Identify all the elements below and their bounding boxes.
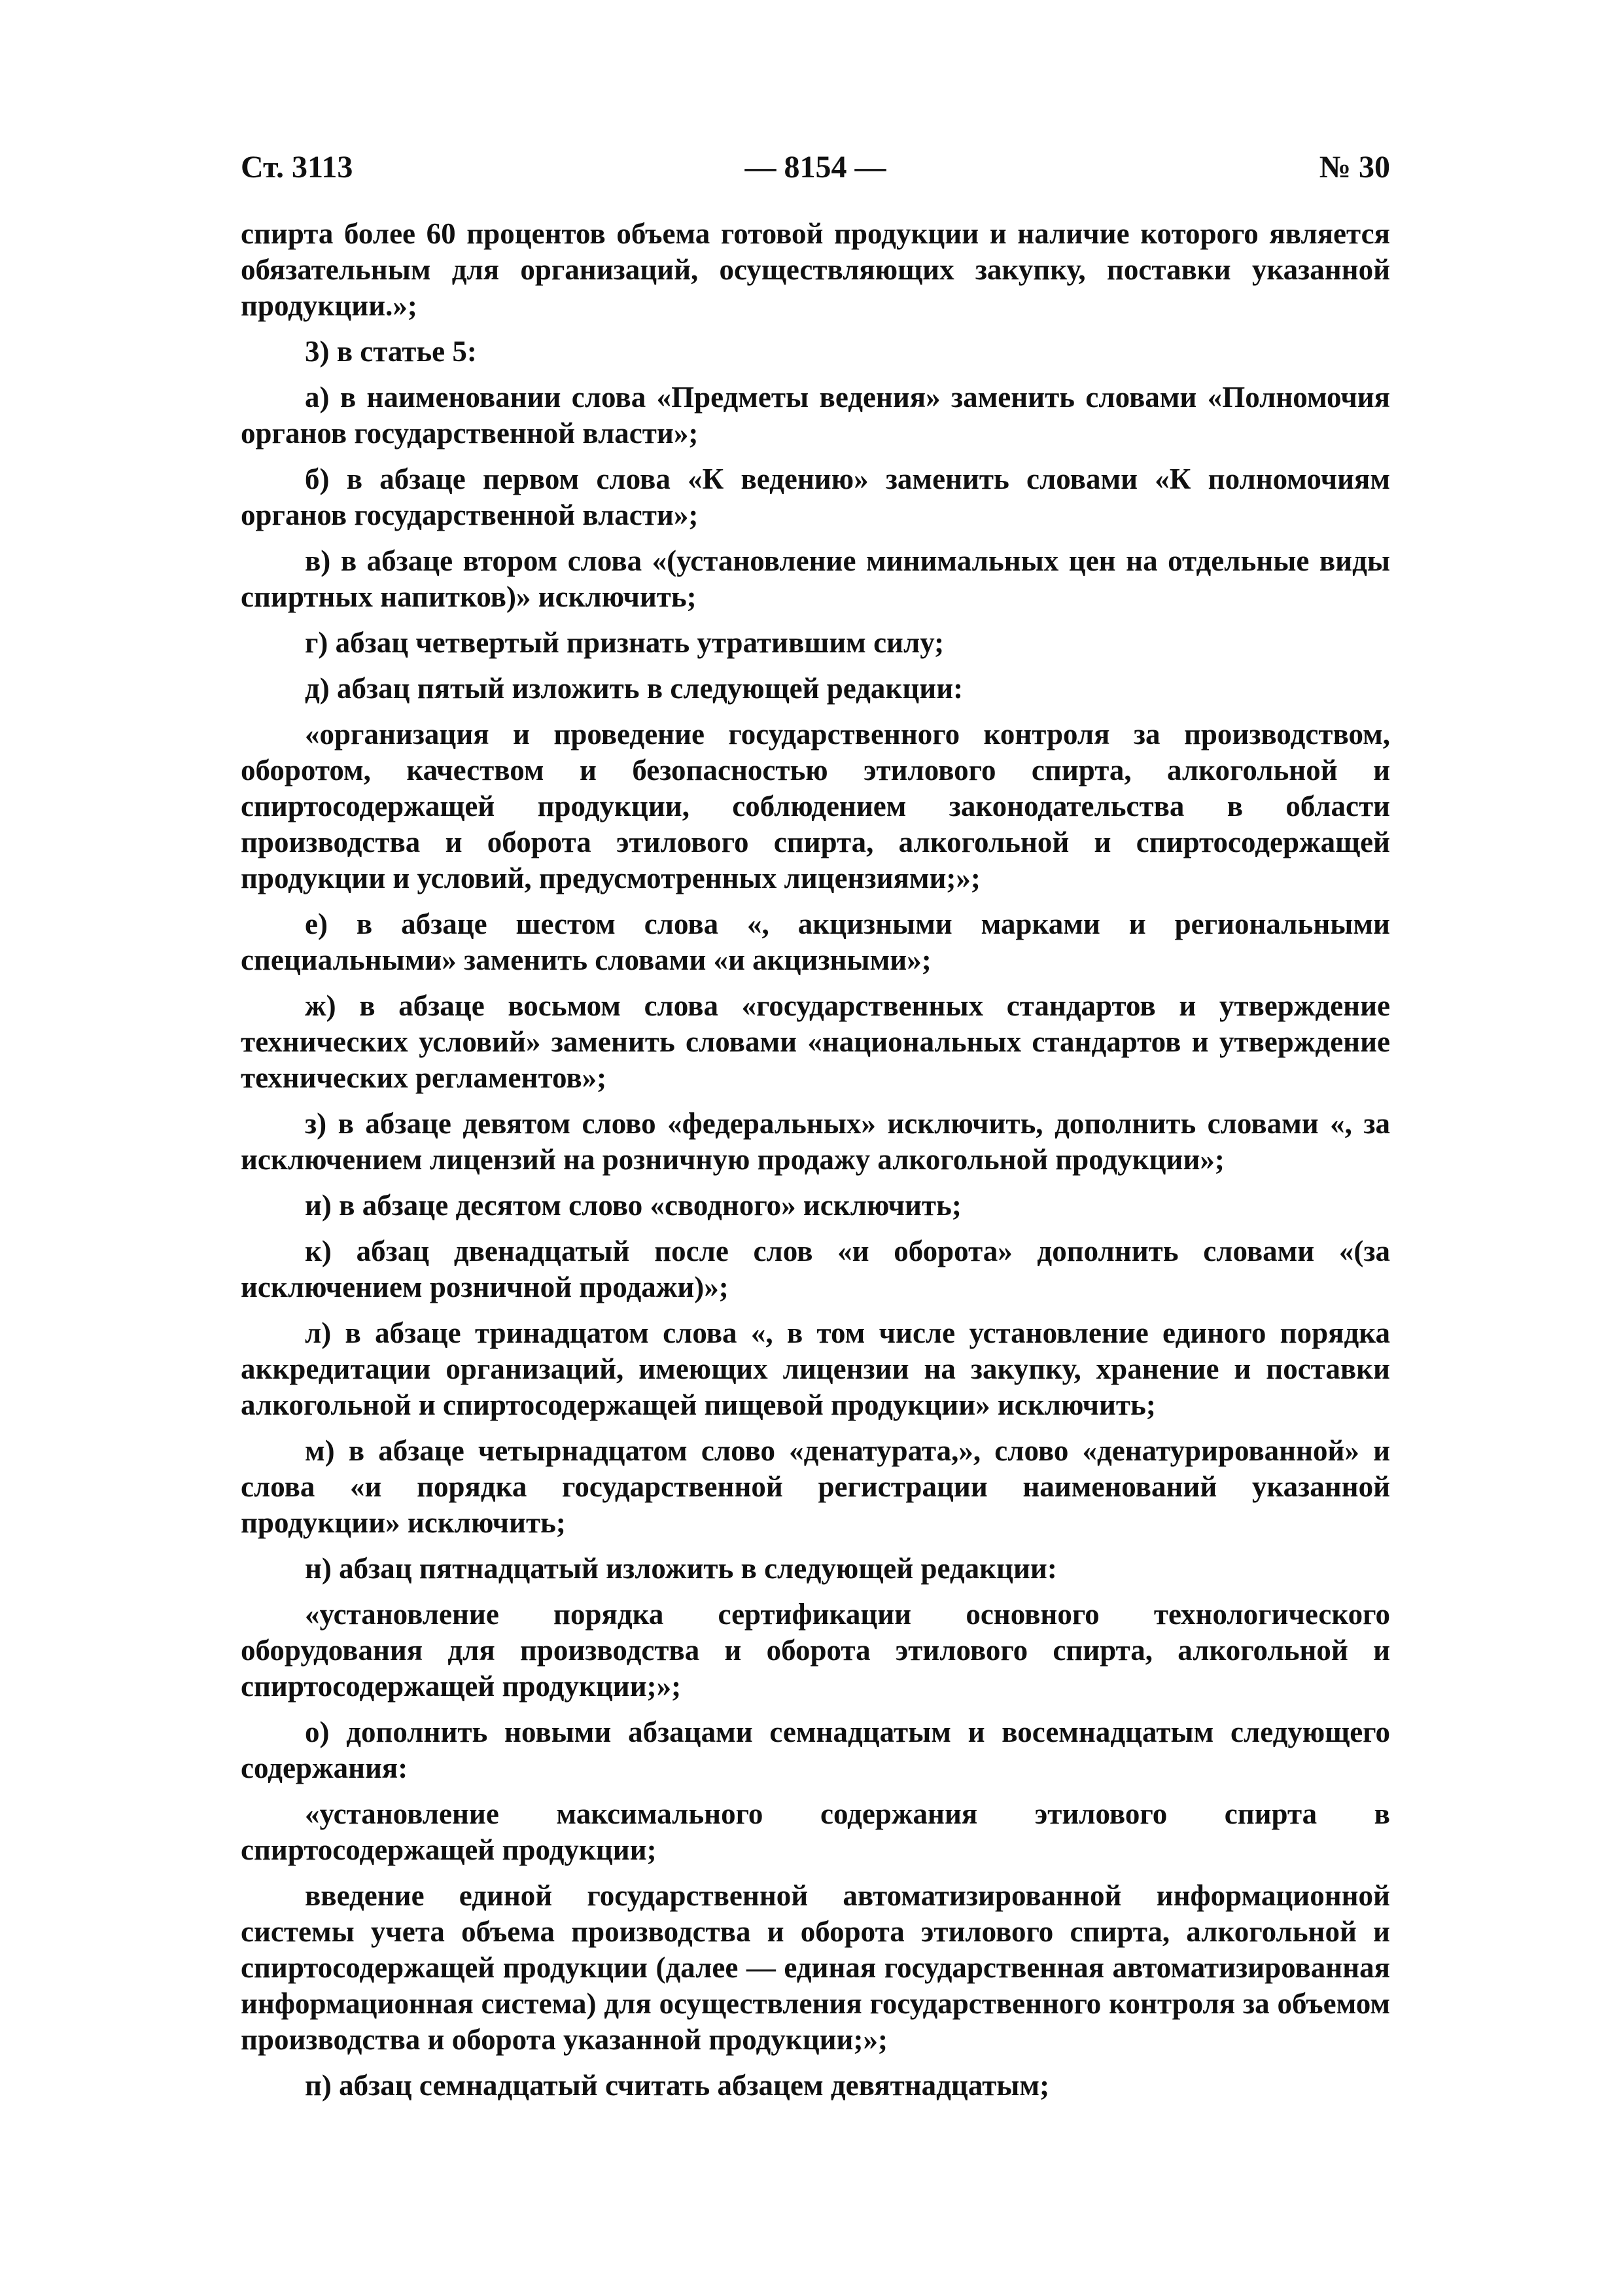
paragraph: спирта более 60 процентов объема готовой продукции и наличие которого является обязательным для организаций, осуществляющих закупку, поставки указанной продукции.»; [241,217,1390,322]
article-number: Ст. 3113 [241,150,353,185]
document-body [241,216,1390,2113]
paragraph: г) абзац четвертый признать утратившим силу; [305,626,945,659]
paragraph: о) дополнить новыми абзацами семнадцатым и восемнадцатым следующего содержания: [241,1716,1390,1784]
paragraph: и) в абзаце десятом слово «сводного» исключить; [305,1189,962,1222]
paragraph: б) в абзаце первом слова «К ведению» заменить словами «К полномочиям органов государственной власти»; [241,463,1390,531]
paragraph: а) в наименовании слова «Предметы ведения» заменить словами «Полномочия органов государственной власти»; [241,381,1390,450]
paragraph: к) абзац двенадцатый после слов «и оборота» дополнить словами «(за исключением розничной продажи)»; [241,1235,1390,1303]
paragraph: введение единой государственной автоматизированной информационной системы учета объема производства и оборота этилового спирта, алкогольной и спиртосодержащей продукции (далее — единая государственная автоматизированная информационная система) для осуществления государственного контроля за объемом производства и оборота указанной продукции;»; [241,1879,1390,2056]
paragraph: л) в абзаце тринадцатом слова «, в том числе установление единого порядка аккредитации организаций, имеющих лицензии на закупку, хранение и поставки алкогольной и спиртосодержащей пищевой продукции» исключить; [241,1316,1390,1421]
paragraph: н) абзац пятнадцатый изложить в следующей редакции: [305,1552,1057,1585]
paragraph: ж) в абзаце восьмом слова «государственных стандартов и утверждение технических условий» заменить словами «национальных стандартов и утверждение технических регламентов»; [241,989,1390,1094]
paragraph: «установление порядка сертификации основного технологического оборудования для производства и оборота этилового спирта, алкогольной и спиртосодержащей продукции;»; [241,1598,1390,1703]
page-header [241,149,1390,195]
paragraph: з) в абзаце девятом слово «федеральных» исключить, дополнить словами «, за исключением лицензий на розничную продажу алкогольной продукции»; [241,1107,1390,1176]
paragraph: д) абзац пятый изложить в следующей редакции: [305,672,964,705]
paragraph: «организация и проведение государственного контроля за производством, оборотом, качеством и безопасностью этилового спирта, алкогольной и спиртосодержащей продукции, соблюдением законодательства в области производства и оборота этилового спирта, алкогольной и спиртосодержащей продукции и условий, предусмотренных лицензиями;»; [241,718,1390,894]
paragraph: «установление максимального содержания этилового спирта в спиртосодержащей продукции; [241,1797,1390,1866]
paragraph: м) в абзаце четырнадцатом слово «денатурата,», слово «денатурированной» и слова «и порядка государственной регистрации наименований указанной продукции» исключить; [241,1434,1390,1539]
issue-number: № 30 [1319,150,1390,185]
paragraph: е) в абзаце шестом слова «, акцизными марками и региональными специальными» заменить словами «и акцизными»; [241,908,1390,976]
page-number: — 8154 — [744,150,886,185]
paragraph: п) абзац семнадцатый считать абзацем девятнадцатым; [305,2069,1050,2102]
paragraph: в) в абзаце втором слова «(установление минимальных цен на отдельные виды спиртных напитков)» исключить; [241,544,1390,613]
paragraph: 3) в статье 5: [305,335,477,368]
